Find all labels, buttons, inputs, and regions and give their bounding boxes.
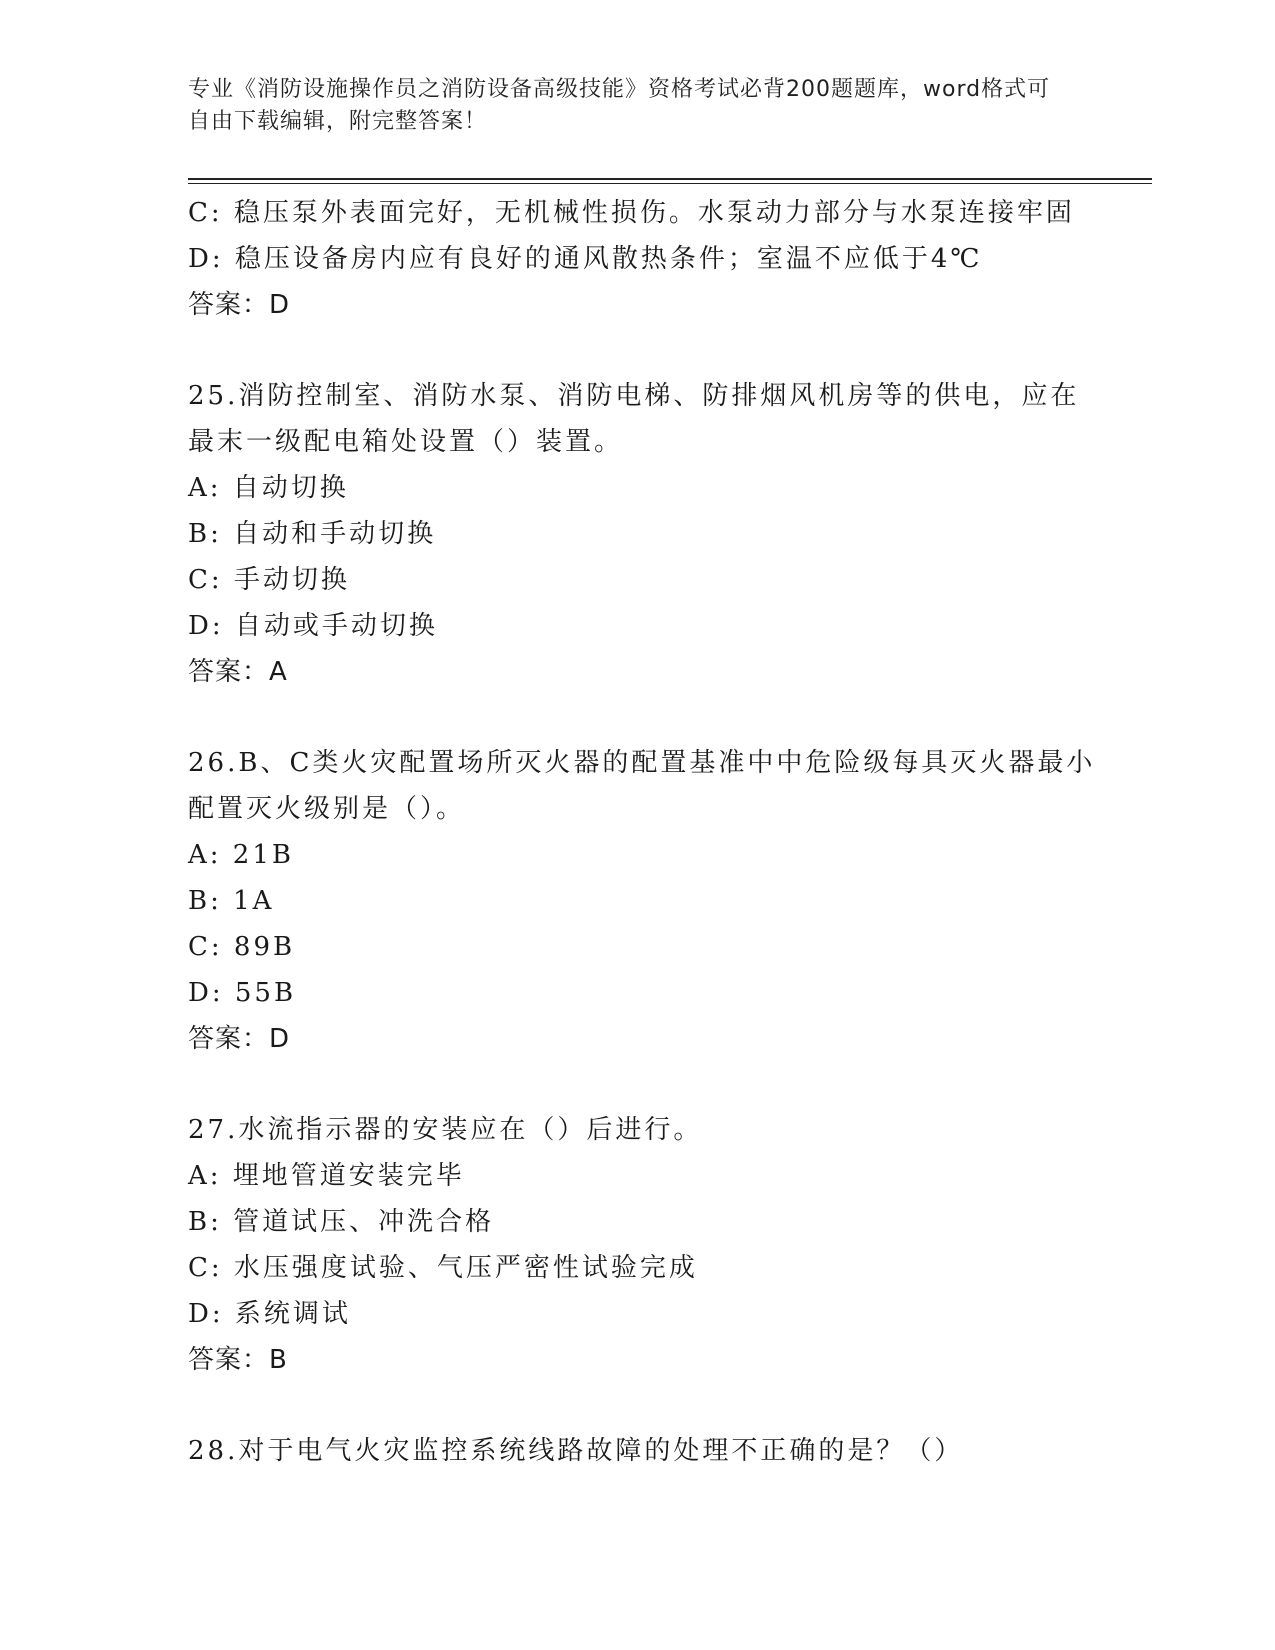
question-block-25: [188, 373, 1088, 695]
document-header: 专业《消防设施操作员之消防设备高级技能》资格考试必背200题题库，word格式可自由下载编辑，附完整答案！: [188, 77, 1051, 134]
question-stem: 27.水流指示器的安装应在（）后进行。: [188, 1115, 703, 1145]
question-stem: 28.对于电气火灾监控系统线路故障的处理不正确的是？（）: [188, 1436, 964, 1466]
option-b: B: 1A: [188, 886, 275, 916]
option-d: D: 自动或手动切换: [188, 611, 438, 641]
question-block-27: [188, 1107, 1088, 1383]
answer-line: 答案：B: [188, 1345, 288, 1375]
option-a: A: 埋地管道安装完毕: [188, 1161, 465, 1191]
option-c: C: 手动切换: [188, 565, 350, 595]
question-block-26: [188, 740, 1096, 1062]
option-d: D: 稳压设备房内应有良好的通风散热条件；室温不应低于4℃: [188, 244, 983, 274]
option-c: C: 89B: [188, 932, 296, 962]
question-stem: 25.消防控制室、消防水泵、消防电梯、防排烟风机房等的供电，应在: [188, 381, 1080, 411]
option-a: A: 21B: [188, 840, 294, 870]
document-body: [188, 190, 1096, 1474]
question-block-prev: [188, 190, 1088, 328]
option-c: C: 水压强度试验、气压严密性试验完成: [188, 1253, 698, 1283]
question-stem-cont: 最末一级配电箱处设置（）装置。: [188, 427, 624, 457]
option-a: A: 自动切换: [188, 473, 349, 503]
option-c: C: 稳压泵外表面完好，无机械性损伤。水泵动力部分与水泵连接牢固: [188, 198, 1075, 228]
option-d: D: 系统调试: [188, 1299, 351, 1329]
header-divider: [188, 178, 1152, 180]
header-divider-thin: [188, 183, 1152, 184]
option-b: B: 自动和手动切换: [188, 519, 437, 549]
option-d: D: 55B: [188, 978, 297, 1008]
answer-line: 答案：A: [188, 657, 288, 687]
question-block-28: [188, 1428, 1088, 1474]
option-b: B: 管道试压、冲洗合格: [188, 1207, 495, 1237]
answer-line: 答案：D: [188, 290, 291, 320]
answer-line: 答案：D: [188, 1024, 291, 1054]
question-stem: 26.B、C类火灾配置场所灭火器的配置基准中中危险级每具灭火器最小: [188, 748, 1096, 778]
question-stem-cont: 配置灭火级别是（）。: [188, 794, 466, 824]
